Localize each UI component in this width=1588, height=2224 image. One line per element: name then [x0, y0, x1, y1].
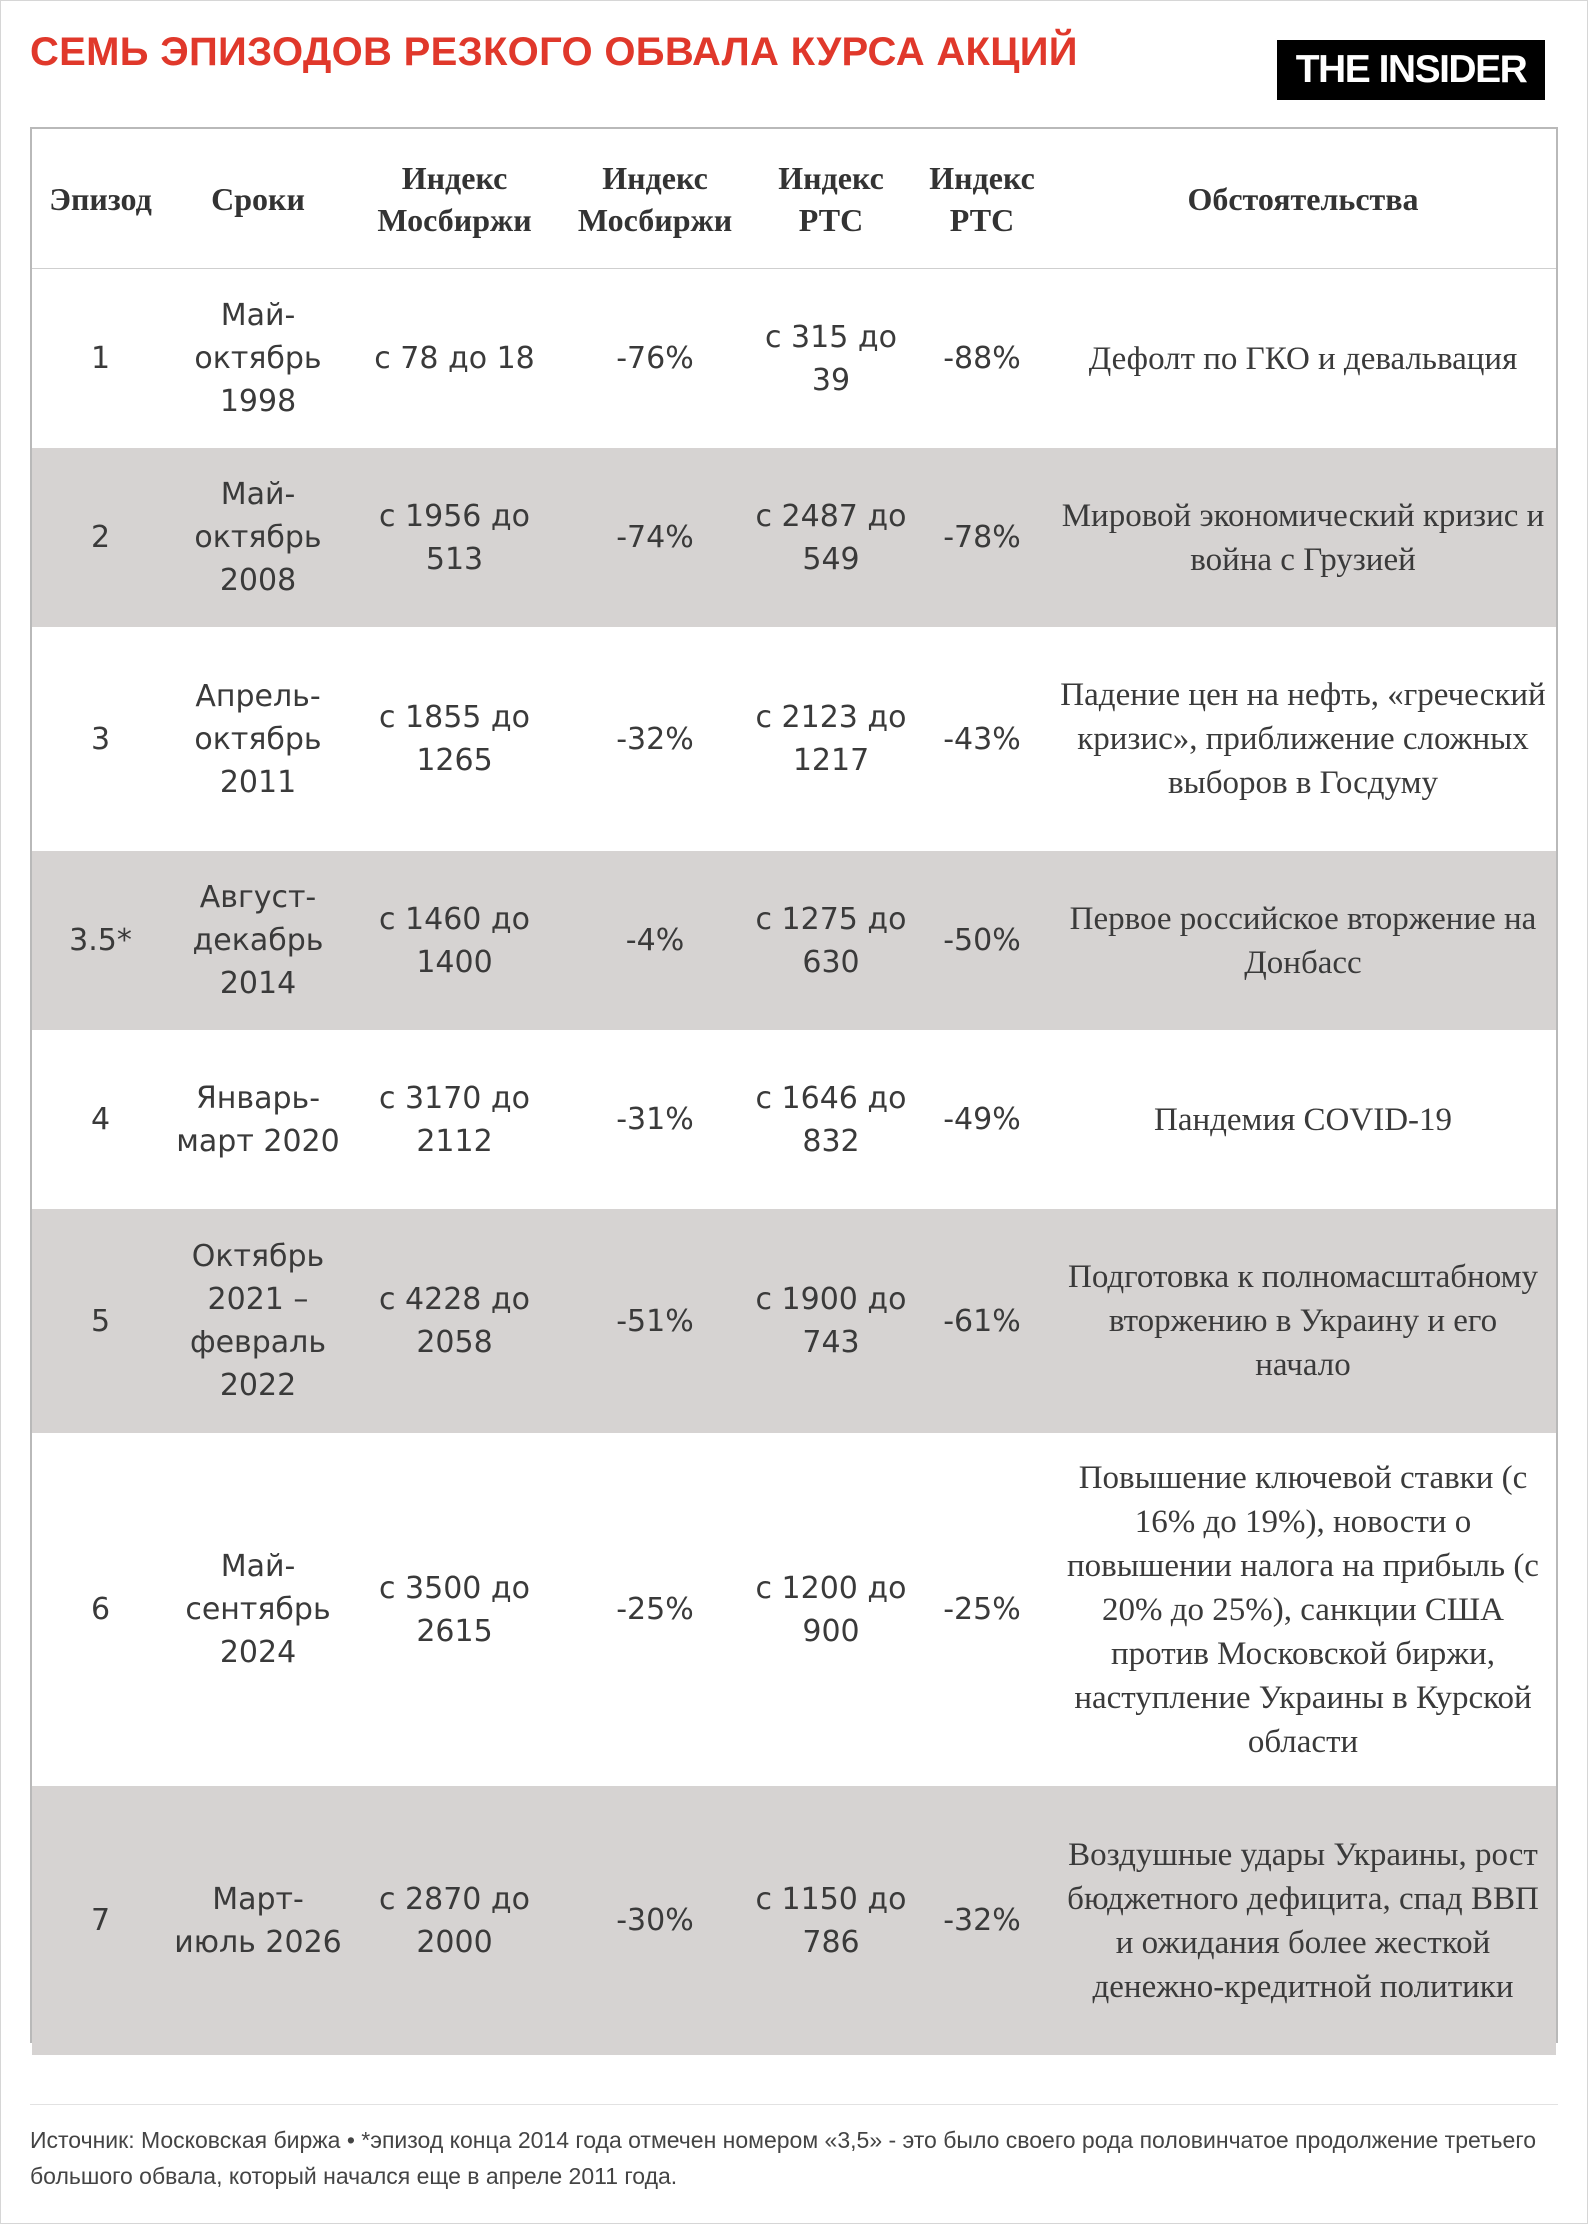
cell-moex-change: -30% [616, 1903, 694, 1938]
cell-moex-range: с 1956 до 513 [378, 498, 530, 577]
cell-rts-change: -61% [943, 1303, 1021, 1339]
header-moex-range: Индекс Мосбиржи [377, 159, 532, 238]
cell-moex-change: -74% [616, 520, 694, 555]
cell-circumstances: Воздушные удары Украины, рост бюджетного дефицита, спад ВВП и ожидания более жесткой денежно-кредитной политики [1067, 1836, 1539, 2005]
cell-rts-range: с 2487 до 549 [755, 498, 907, 577]
header-period: Сроки [211, 180, 305, 217]
cell-episode: 7 [90, 1903, 111, 1938]
cell-circumstances: Повышение ключевой ставки (с 16% до 19%), новости о повышении налога на прибыль (с 20% до 25%), санкции США против Московской биржи, наступление Украины в Курской области [1067, 1459, 1539, 1760]
header-circumstances: Обстоятельства [1187, 180, 1419, 217]
cell-episode: 3.5* [69, 923, 132, 958]
cell-episode: 4 [90, 1102, 111, 1137]
cell-rts-change: -49% [943, 1102, 1021, 1137]
cell-period: Май-октябрь 1998 [194, 298, 322, 419]
table-row [32, 627, 1556, 851]
chart-title: СЕМЬ ЭПИЗОДОВ РЕЗКОГО ОБВАЛА КУРСА АКЦИЙ [30, 30, 1078, 74]
cell-period: Май-октябрь 2008 [194, 477, 322, 598]
cell-episode: 1 [90, 341, 111, 376]
cell-rts-change: -25% [943, 1592, 1021, 1627]
cell-circumstances: Первое российское вторжение на Донбасс [1069, 900, 1537, 981]
cell-rts-change: -43% [943, 721, 1021, 757]
cell-circumstances: Пандемия COVID-19 [1153, 1101, 1453, 1138]
cell-rts-range: с 1150 до 786 [755, 1881, 907, 1960]
cell-rts-range: с 1200 до 900 [755, 1570, 907, 1649]
cell-circumstances: Подготовка к полномасштабному вторжению в Украину и его начало [1068, 1259, 1538, 1383]
cell-rts-range: с 2123 до 1217 [755, 700, 907, 778]
table-row [32, 1209, 1556, 1433]
cell-period: Январь-март 2020 [176, 1080, 340, 1159]
cell-rts-change: -88% [943, 341, 1021, 376]
cell-period: Май-сентябрь 2024 [185, 1549, 331, 1670]
cell-moex-change: -4% [625, 923, 685, 958]
cell-rts-change: -50% [943, 923, 1021, 958]
cell-circumstances: Падение цен на нефть, «греческий кризис», приближение сложных выборов в Госдуму [1060, 677, 1546, 801]
cell-moex-range: с 2870 до 2000 [378, 1881, 530, 1960]
source-note: Источник: Московская биржа • *эпизод конца 2014 года отмечен номером «3,5» - это было своего рода половинчатое продолжение третьего большого обвала, который начался еще в апреле 2011 года. [30, 2127, 1536, 2189]
cell-moex-range: с 1460 до 1400 [378, 901, 530, 980]
episodes-table [30, 127, 1558, 2043]
cell-episode: 3 [90, 721, 111, 757]
table-row [32, 269, 1556, 448]
cell-period: Апрель-октябрь 2011 [194, 678, 322, 800]
table-row [32, 448, 1556, 627]
header-moex-change: Индекс Мосбиржи [577, 159, 733, 238]
table-row [32, 1786, 1556, 2055]
cell-period: Октябрь 2021 – февраль 2022 [189, 1239, 327, 1403]
cell-episode: 2 [90, 520, 111, 555]
cell-period: Март-июль 2026 [174, 1881, 342, 1960]
the-insider-logo: THE INSIDER [1277, 40, 1545, 100]
cell-moex-range: с 1855 до 1265 [378, 700, 530, 778]
cell-moex-range: с 3500 до 2615 [378, 1570, 530, 1649]
cell-moex-range: с 78 до 18 [374, 341, 535, 376]
cell-rts-range: с 1275 до 630 [755, 901, 907, 980]
header-rts-change: Индекс РТС [929, 159, 1035, 238]
footer-divider [30, 2104, 1558, 2105]
header-episode: Эпизод [49, 180, 152, 217]
cell-rts-range: с 315 до 39 [765, 319, 897, 398]
cell-rts-change: -78% [943, 520, 1021, 555]
cell-moex-change: -31% [616, 1102, 694, 1137]
cell-circumstances: Мировой экономический кризис и война с Грузией [1061, 497, 1545, 578]
cell-rts-range: с 1900 до 743 [755, 1282, 907, 1360]
table-body [32, 269, 1556, 2055]
cell-episode: 5 [90, 1303, 111, 1339]
cell-circumstances: Дефолт по ГКО и девальвация [1088, 340, 1518, 377]
cell-moex-change: -32% [616, 721, 694, 757]
table-header-row [32, 129, 1556, 269]
table-row [32, 1433, 1556, 1786]
table-row [32, 851, 1556, 1030]
cell-rts-range: с 1646 до 832 [755, 1080, 907, 1159]
cell-moex-change: -51% [616, 1303, 694, 1339]
cell-moex-change: -76% [616, 341, 694, 376]
table-row [32, 1030, 1556, 1209]
header-rts-range: Индекс РТС [778, 159, 884, 238]
cell-episode: 6 [90, 1592, 111, 1627]
cell-moex-range: с 4228 до 2058 [378, 1282, 530, 1360]
cell-rts-change: -32% [943, 1903, 1021, 1938]
cell-period: Август-декабрь 2014 [192, 880, 324, 1001]
cell-moex-change: -25% [616, 1592, 694, 1627]
cell-moex-range: с 3170 до 2112 [378, 1080, 530, 1159]
